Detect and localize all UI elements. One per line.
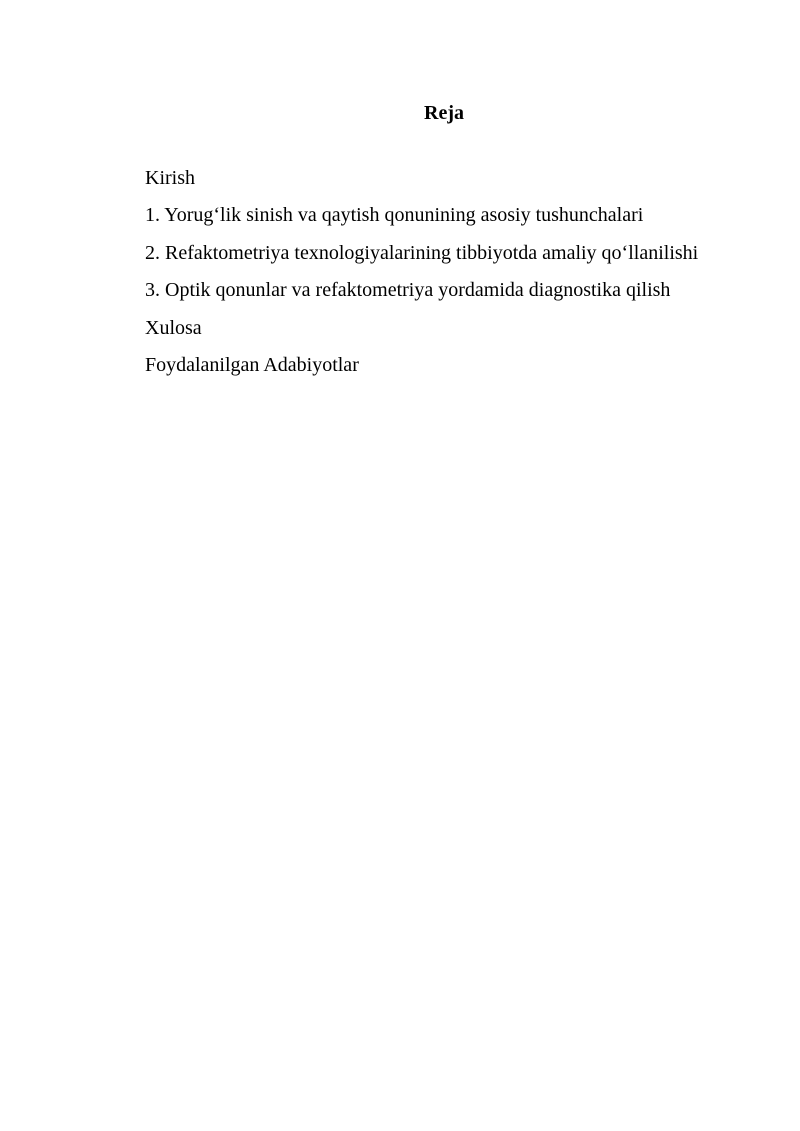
page-title: Reja <box>424 102 464 124</box>
toc-item-references: Foydalanilgan Adabiyotlar <box>145 353 359 376</box>
toc-item-introduction: Kirish <box>145 167 195 189</box>
table-of-contents <box>145 160 698 384</box>
toc-item-chapter-2: 2. Refaktometriya texnologiyalarining tibbiyotda amaliy qo‘llanilishi <box>145 241 699 264</box>
toc-item-chapter-1: 1. Yorug‘lik sinish va qaytish qonunining asosiy tushunchalari <box>145 204 644 227</box>
toc-item-chapter-3: 3. Optik qonunlar va refaktometriya yordamida diagnostika qilish <box>145 279 671 302</box>
toc-item-conclusion: Xulosa <box>145 316 202 339</box>
